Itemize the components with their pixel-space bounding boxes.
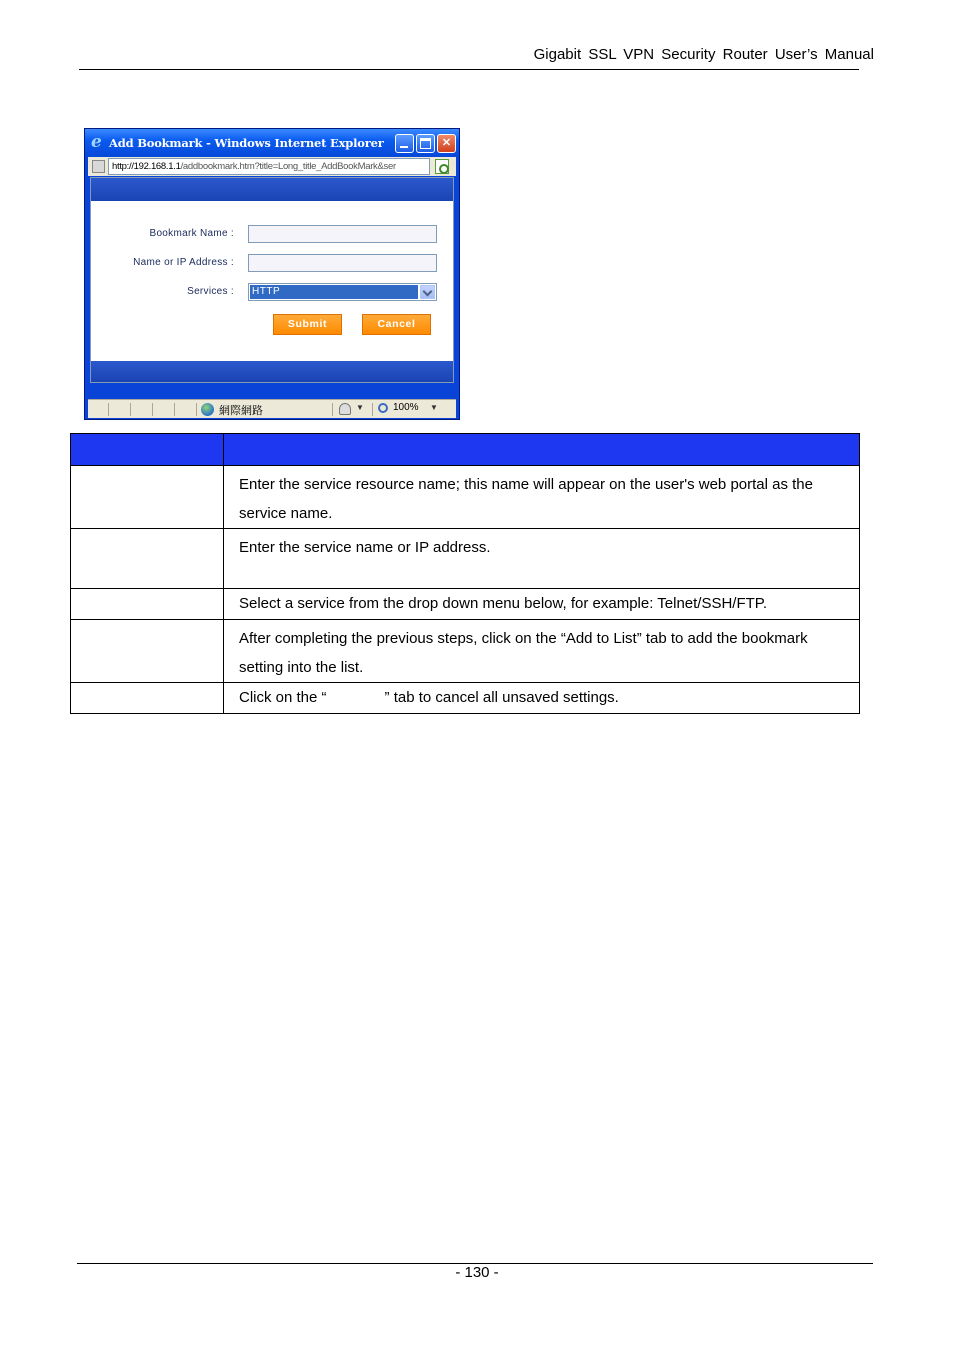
- table-row: [71, 620, 860, 683]
- description-cell: Enter the service name or IP address.: [224, 529, 860, 589]
- table-row: [71, 529, 860, 589]
- name-ip-label: Name or IP Address :: [133, 257, 234, 268]
- header-description-cell: [224, 434, 860, 466]
- status-divider: [372, 403, 373, 416]
- object-cell: [71, 683, 224, 714]
- form-footer-bar: [91, 361, 453, 382]
- services-selected-value: HTTP: [250, 285, 418, 299]
- header-rule: [79, 69, 859, 70]
- description-cell: Select a service from the drop down menu below, for example: Telnet/SSH/FTP.: [224, 589, 860, 620]
- object-cell: [71, 466, 224, 529]
- table-row: [71, 683, 860, 714]
- address-host: http://192.168.1.1: [112, 161, 181, 172]
- services-label: Services :: [187, 286, 234, 297]
- header-object-cell: [71, 434, 224, 466]
- manual-title: Gigabit SSL VPN Security Router User’s Manual: [533, 46, 874, 63]
- object-cell: [71, 589, 224, 620]
- zoom-icon[interactable]: [378, 403, 388, 413]
- bookmark-form: [90, 177, 454, 383]
- protected-mode-dropdown-icon[interactable]: ▼: [356, 403, 364, 412]
- cancel-button[interactable]: Cancel: [362, 314, 431, 335]
- cancel-text-suffix: ” tab to cancel all unsaved settings.: [384, 689, 619, 706]
- address-bar: [88, 157, 456, 176]
- chevron-down-icon[interactable]: [420, 285, 435, 299]
- maximize-icon: [420, 138, 431, 149]
- table-row: [71, 589, 860, 620]
- window-title: Add Bookmark - Windows Internet Explorer: [109, 136, 384, 150]
- parameter-table: [70, 433, 860, 714]
- status-bar: [88, 399, 456, 418]
- table-header-row: [71, 434, 860, 466]
- submit-button[interactable]: Submit: [273, 314, 342, 335]
- bookmark-name-label: Bookmark Name :: [149, 228, 234, 239]
- description-cell: After completing the previous steps, click on the “Add to List” tab to add the bookmark setting into the list.: [224, 620, 860, 683]
- internet-explorer-icon: e: [91, 132, 102, 152]
- security-zone: 網際網路: [219, 405, 263, 417]
- description-cell: Enter the service resource name; this name will appear on the user's web portal as the service name.: [224, 466, 860, 529]
- name-ip-input[interactable]: [248, 254, 437, 272]
- address-path: /addbookmark.htm?title=Long_title_AddBookMark&ser: [180, 161, 396, 172]
- status-divider: [130, 403, 131, 416]
- object-cell: [71, 529, 224, 589]
- zoom-dropdown-icon[interactable]: ▼: [430, 403, 438, 412]
- window-titlebar[interactable]: [85, 129, 459, 157]
- status-divider: [332, 403, 333, 416]
- close-icon: ✕: [441, 137, 452, 149]
- object-cell: [71, 620, 224, 683]
- minimize-icon: [400, 146, 408, 148]
- address-field[interactable]: [108, 158, 430, 175]
- status-divider: [196, 403, 197, 416]
- protected-mode-icon[interactable]: [339, 403, 351, 415]
- bookmark-name-input[interactable]: [248, 225, 437, 243]
- close-button[interactable]: [437, 134, 456, 153]
- status-divider: [152, 403, 153, 416]
- page-number: - 130 -: [455, 1264, 499, 1281]
- maximize-button[interactable]: [416, 134, 435, 153]
- services-select[interactable]: [248, 283, 437, 301]
- status-divider: [108, 403, 109, 416]
- cancel-text-prefix: Click on the “: [239, 689, 327, 706]
- form-header-bar: [91, 178, 453, 201]
- add-bookmark-window: [84, 128, 460, 420]
- minimize-button[interactable]: [395, 134, 414, 153]
- table-row: [71, 466, 860, 529]
- zoom-level[interactable]: 100%: [393, 402, 419, 413]
- globe-icon: [201, 403, 214, 416]
- page-compat-icon[interactable]: [435, 159, 449, 174]
- description-cell: [224, 683, 860, 714]
- status-divider: [174, 403, 175, 416]
- page-icon: [92, 160, 105, 173]
